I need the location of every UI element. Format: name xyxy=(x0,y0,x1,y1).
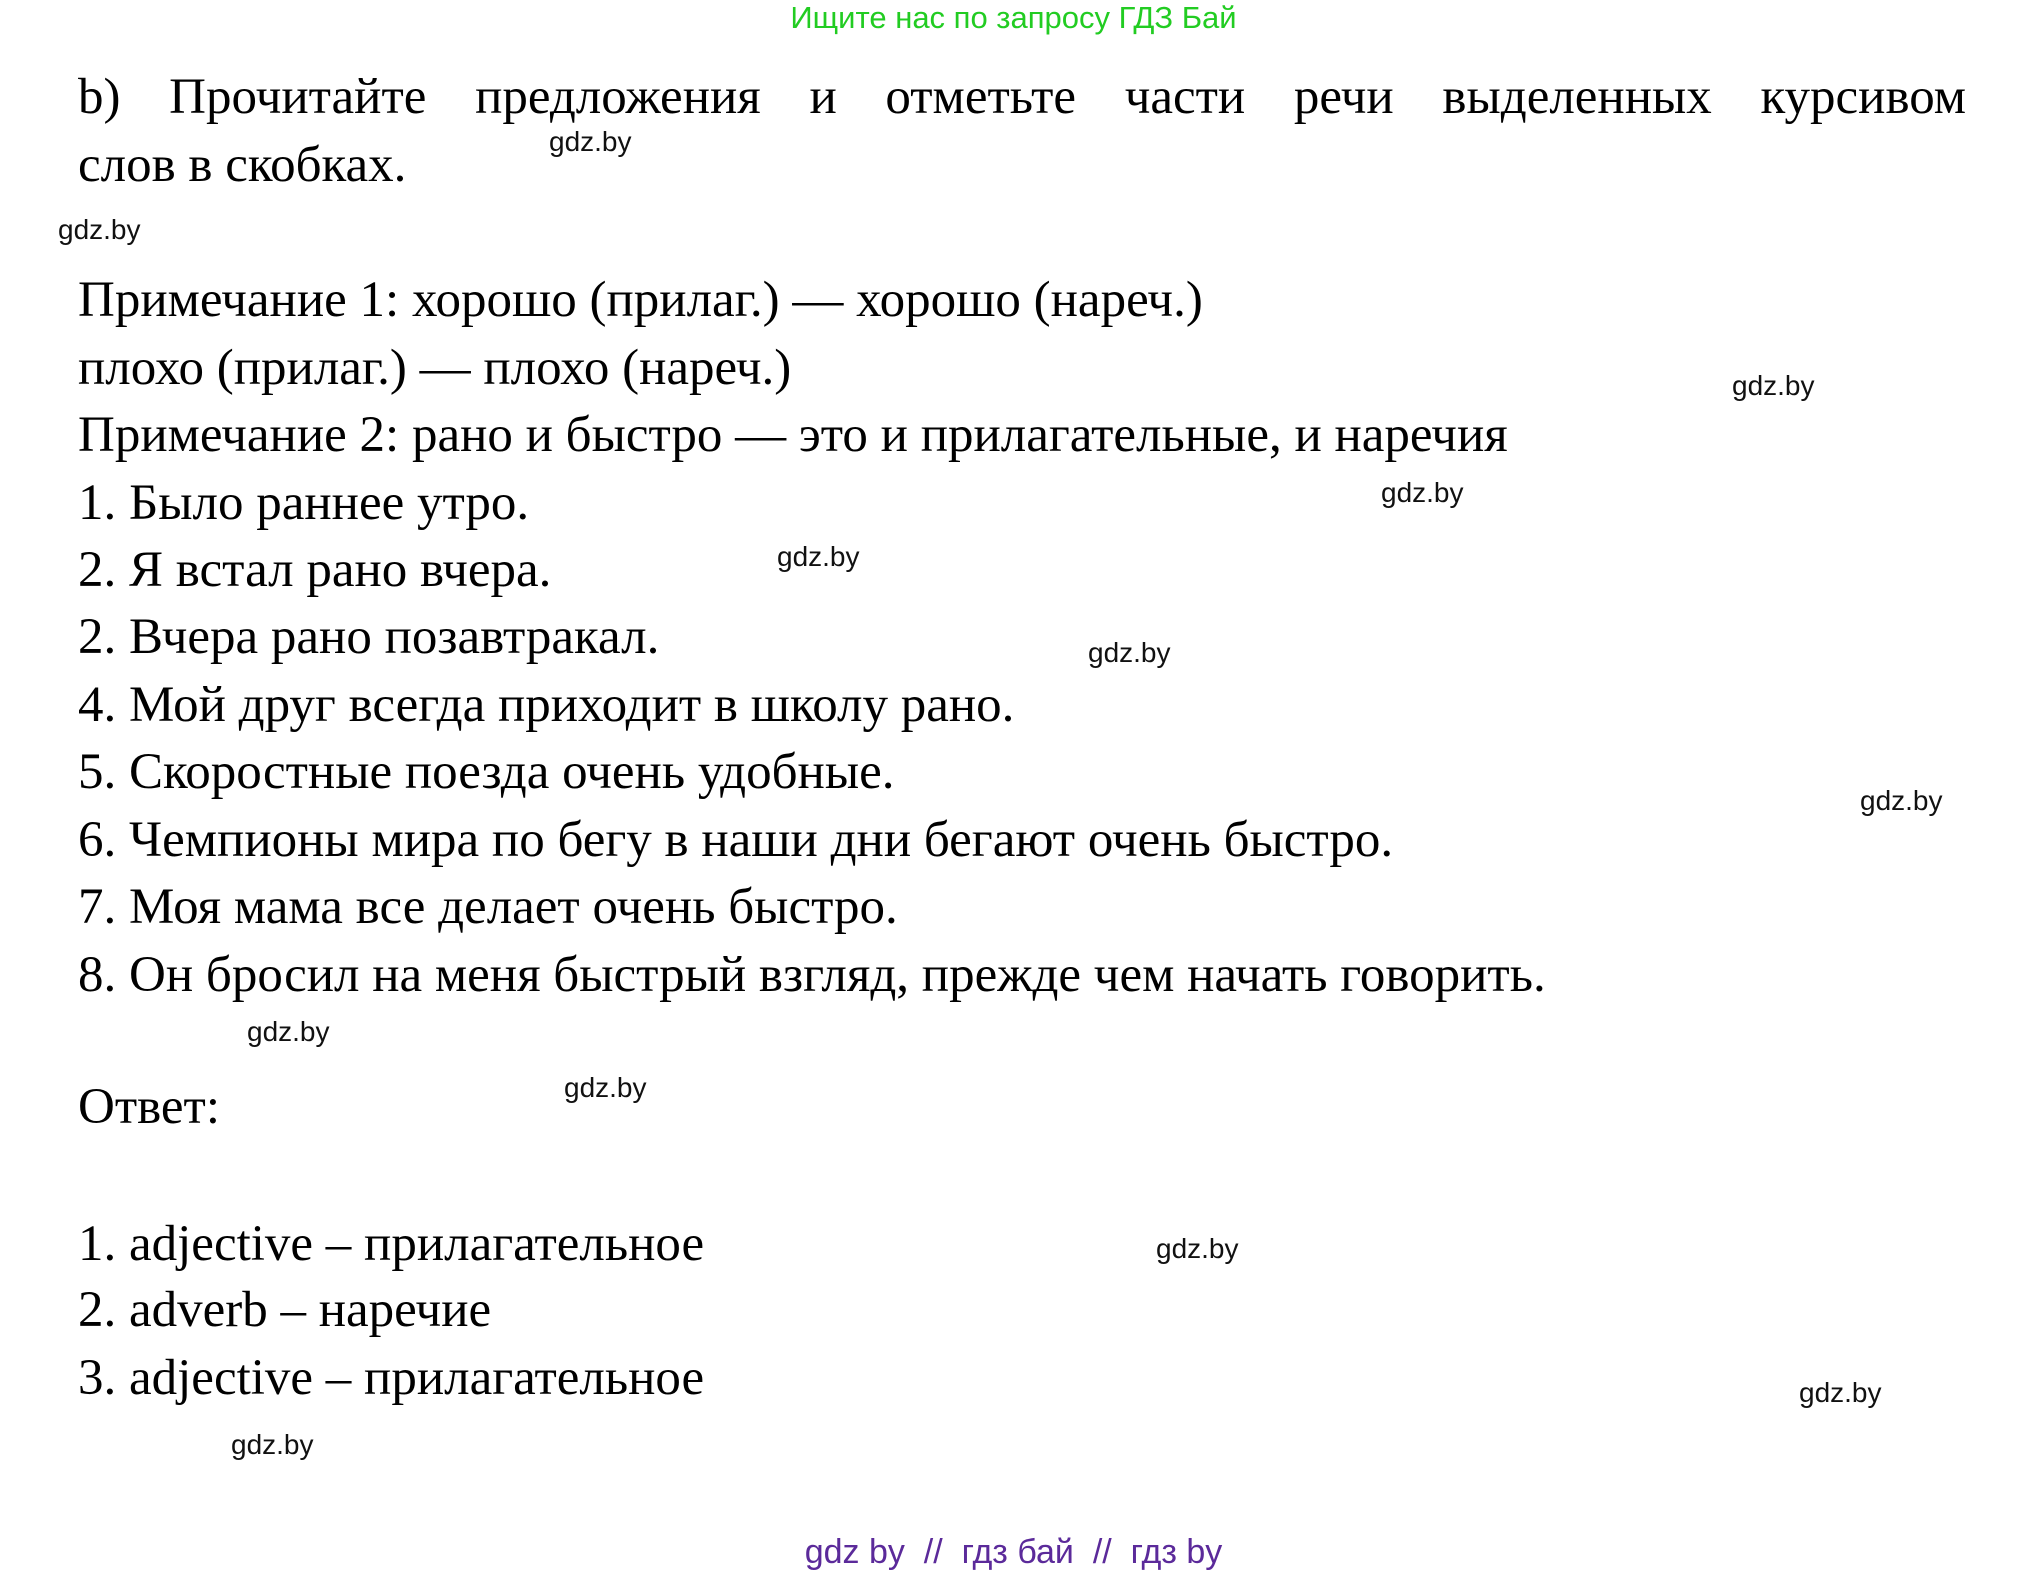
answer: 1. adjective – прилагательное xyxy=(78,1216,705,1272)
note-1: Примечание 1: хорошо (прилаг.) — хорошо (нареч.) xyxy=(78,272,1203,328)
sentence: 2. Вчера рано позавтракал. xyxy=(78,609,660,665)
watermark: gdz.by xyxy=(549,126,632,157)
watermark: gdz.by xyxy=(1156,1233,1239,1264)
watermark: gdz.by xyxy=(247,1016,330,1047)
watermark: gdz.by xyxy=(1860,785,1943,816)
watermark: gdz.by xyxy=(58,214,141,245)
sentence: 1. Было раннее утро. xyxy=(78,475,530,531)
footer-links: gdz by // гдз бай // гдз by xyxy=(804,1533,1223,1571)
sentence: 4. Мой друг всегда приходит в школу рано. xyxy=(78,677,1015,733)
sentence: 7. Моя мама все делает очень быстро. xyxy=(78,879,898,935)
answer-label: Ответ: xyxy=(78,1079,220,1135)
watermark: gdz.by xyxy=(564,1072,647,1103)
watermark: gdz.by xyxy=(1088,637,1171,668)
task-line-2: слов в скобках. xyxy=(78,137,407,193)
watermark: gdz.by xyxy=(1381,477,1464,508)
watermark: gdz.by xyxy=(231,1429,314,1460)
note-2: Примечание 2: рано и быстро — это и прилагательные, и наречия xyxy=(78,407,1508,463)
search-hint-banner: Ищите нас по запросу ГДЗ Бай xyxy=(790,0,1237,35)
watermark: gdz.by xyxy=(1732,370,1815,401)
sentence: 2. Я встал рано вчера. xyxy=(78,542,552,598)
note-1b: плохо (прилаг.) — плохо (нареч.) xyxy=(78,340,792,396)
sentence: 8. Он бросил на меня быстрый взгляд, прежде чем начать говорить. xyxy=(78,947,1546,1003)
answer: 3. adjective – прилагательное xyxy=(78,1350,705,1406)
watermark: gdz.by xyxy=(777,541,860,572)
sentence: 5. Скоростные поезда очень удобные. xyxy=(78,744,895,800)
task-line-1: b) Прочитайте предложения и отметьте части речи выделенных курсивом xyxy=(78,69,1966,125)
sentence: 6. Чемпионы мира по бегу в наши дни бегают очень быстро. xyxy=(78,812,1394,868)
answer: 2. adverb – наречие xyxy=(78,1282,492,1338)
watermark: gdz.by xyxy=(1799,1377,1882,1408)
